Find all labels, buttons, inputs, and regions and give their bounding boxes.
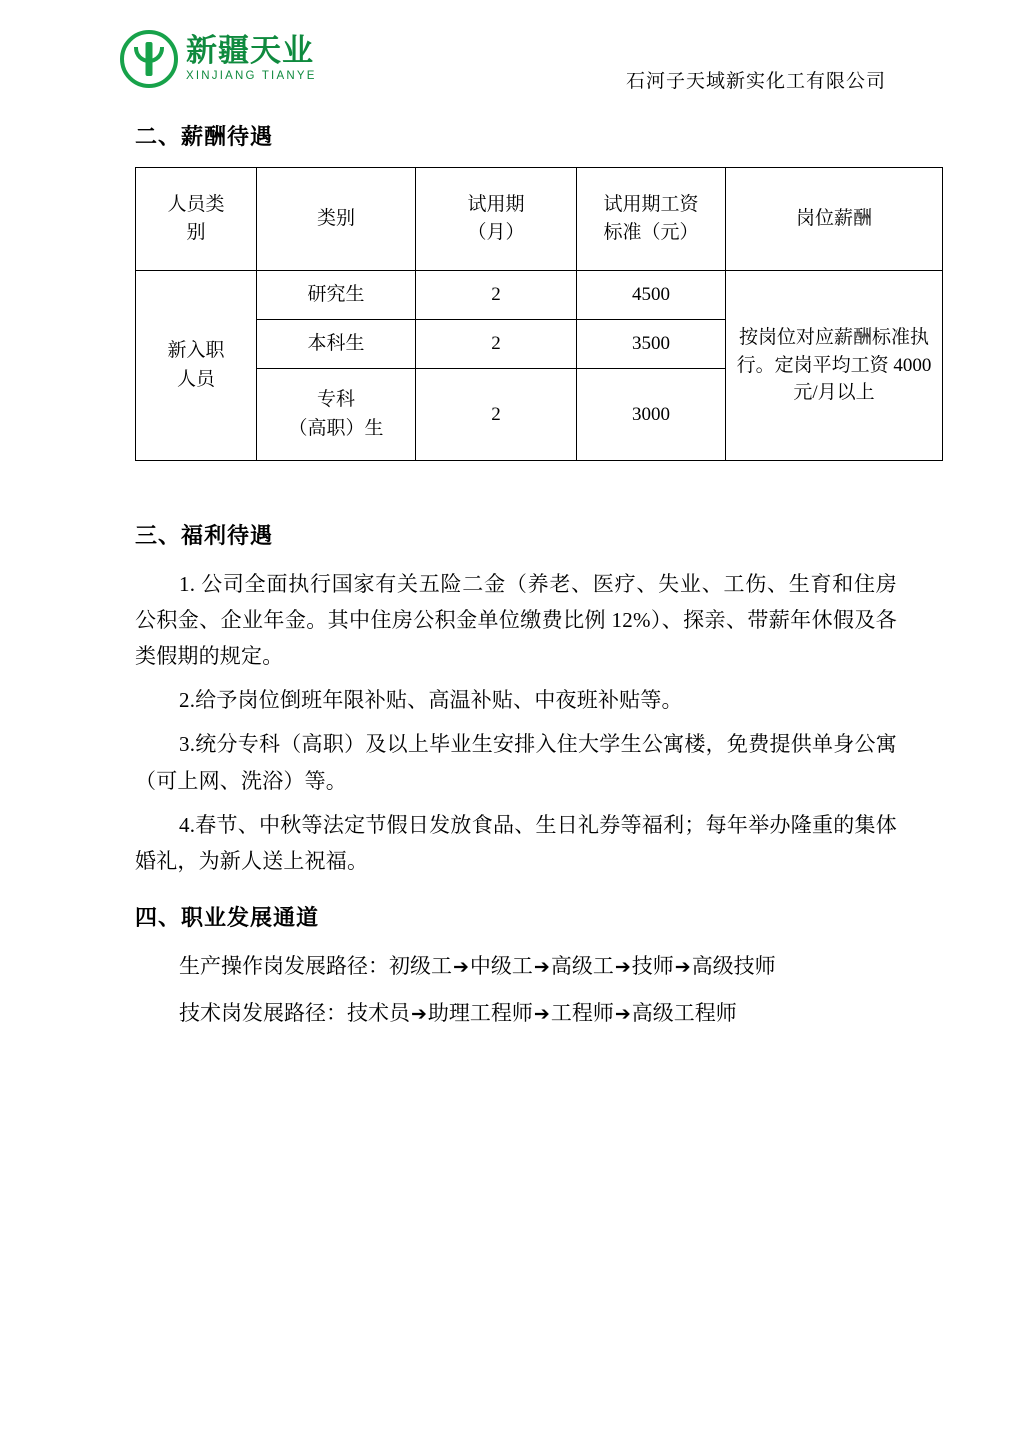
arrow-icon: ➔ bbox=[674, 955, 691, 978]
cell-group-new-employee bbox=[136, 271, 257, 461]
section-heading-welfare: 三、福利待遇 bbox=[135, 523, 274, 548]
tianye-circle-logo-icon bbox=[120, 30, 178, 88]
arrow-icon: ➔ bbox=[533, 1003, 550, 1026]
career-step: 工程师 bbox=[550, 1001, 614, 1026]
career-step: 初级工 bbox=[389, 953, 452, 978]
cell-group-new-employee-line2: 人员 bbox=[176, 368, 215, 390]
cell-probation-months: 2 bbox=[416, 271, 577, 320]
welfare-item-2: 2.给予岗位倒班年限补贴、高温补贴、中夜班补贴等。 bbox=[179, 688, 683, 713]
section-heading-pay: 二、薪酬待遇 bbox=[135, 124, 274, 149]
company-logo bbox=[120, 30, 317, 88]
welfare-item-3: 3.统分专科（高职）及以上毕业生安排入住大学生公寓楼，免费提供单身公寓（可上网、洗浴）等。 bbox=[135, 732, 897, 793]
section-career bbox=[135, 901, 897, 1033]
cell-probation-salary: 3500 bbox=[577, 320, 726, 369]
career-step: 技师 bbox=[631, 953, 674, 978]
arrow-icon: ➔ bbox=[453, 955, 469, 978]
career-step: 高级技师 bbox=[691, 953, 776, 978]
cell-category bbox=[257, 369, 416, 461]
logo-text bbox=[186, 35, 317, 83]
pay-table bbox=[135, 167, 943, 461]
logo-chinese-name: 新疆天业 bbox=[186, 33, 314, 69]
cell-group-new-employee-line1: 新入职 bbox=[167, 340, 225, 361]
header-cell-probation-salary-line2: 标准（元） bbox=[603, 222, 699, 243]
career-path-production bbox=[135, 948, 897, 985]
career-step: 助理工程师 bbox=[427, 1001, 533, 1026]
welfare-item-1: 1. 公司全面执行国家有关五险二金（养老、医疗、失业、工伤、生育和住房公积金、企业年金。其中住房公积金单位缴费比例 12%）、探亲、带薪年休假及各类假期的规定。 bbox=[135, 572, 897, 669]
arrow-icon: ➔ bbox=[614, 1003, 631, 1026]
cell-probation-months: 2 bbox=[416, 320, 577, 369]
table-row bbox=[136, 271, 943, 320]
cell-probation-months: 2 bbox=[416, 369, 577, 461]
arrow-icon: ➔ bbox=[533, 955, 550, 978]
cell-category: 本科生 bbox=[257, 320, 416, 369]
section-welfare bbox=[135, 519, 897, 879]
page-header bbox=[120, 30, 904, 100]
header-cell-probation-months-line1: 试用期 bbox=[467, 193, 525, 215]
table-header-row bbox=[136, 168, 943, 271]
arrow-icon: ➔ bbox=[411, 1003, 427, 1026]
career-path-production-label: 生产操作岗发展路径： bbox=[179, 953, 389, 978]
header-cell-category: 类别 bbox=[257, 168, 416, 271]
header-cell-probation-salary bbox=[577, 168, 726, 271]
career-path-technical bbox=[135, 995, 897, 1032]
career-step: 高级工程师 bbox=[631, 1001, 737, 1026]
header-cell-person-type-line1: 人员类 bbox=[167, 193, 225, 215]
header-company-name: 石河子天域新实化工有限公司 bbox=[625, 71, 886, 92]
header-cell-probation-salary-line1: 试用期工资 bbox=[603, 193, 699, 215]
cell-category: 研究生 bbox=[257, 271, 416, 320]
welfare-item-4: 4.春节、中秋等法定节假日发放食品、生日礼券等福利；每年举办隆重的集体婚礼，为新人送上祝福。 bbox=[135, 812, 897, 873]
header-cell-person-type bbox=[136, 168, 257, 271]
cell-probation-salary: 3000 bbox=[577, 369, 726, 461]
career-step: 高级工 bbox=[550, 953, 614, 978]
arrow-icon: ➔ bbox=[614, 955, 631, 978]
career-path-technical-label: 技术岗发展路径： bbox=[179, 1001, 347, 1026]
logo-english-name: XINJIANG TIANYE bbox=[186, 70, 317, 83]
section-heading-career: 四、职业发展通道 bbox=[135, 904, 320, 930]
header-cell-person-type-line2: 别 bbox=[186, 222, 206, 243]
header-cell-probation-months bbox=[416, 168, 577, 271]
career-step: 技术员 bbox=[347, 1001, 410, 1026]
cell-category-line1: 专科 bbox=[316, 389, 355, 410]
cell-probation-salary: 4500 bbox=[577, 271, 726, 320]
career-step: 中级工 bbox=[469, 953, 533, 978]
cell-post-salary-note: 按岗位对应薪酬标准执行。定岗平均工资 4000 元/月以上 bbox=[726, 271, 943, 461]
cell-category-line2: （高职）生 bbox=[288, 417, 384, 439]
document-content bbox=[135, 120, 932, 1043]
header-cell-post-salary: 岗位薪酬 bbox=[726, 168, 943, 271]
header-cell-probation-months-line2: （月） bbox=[467, 222, 525, 243]
